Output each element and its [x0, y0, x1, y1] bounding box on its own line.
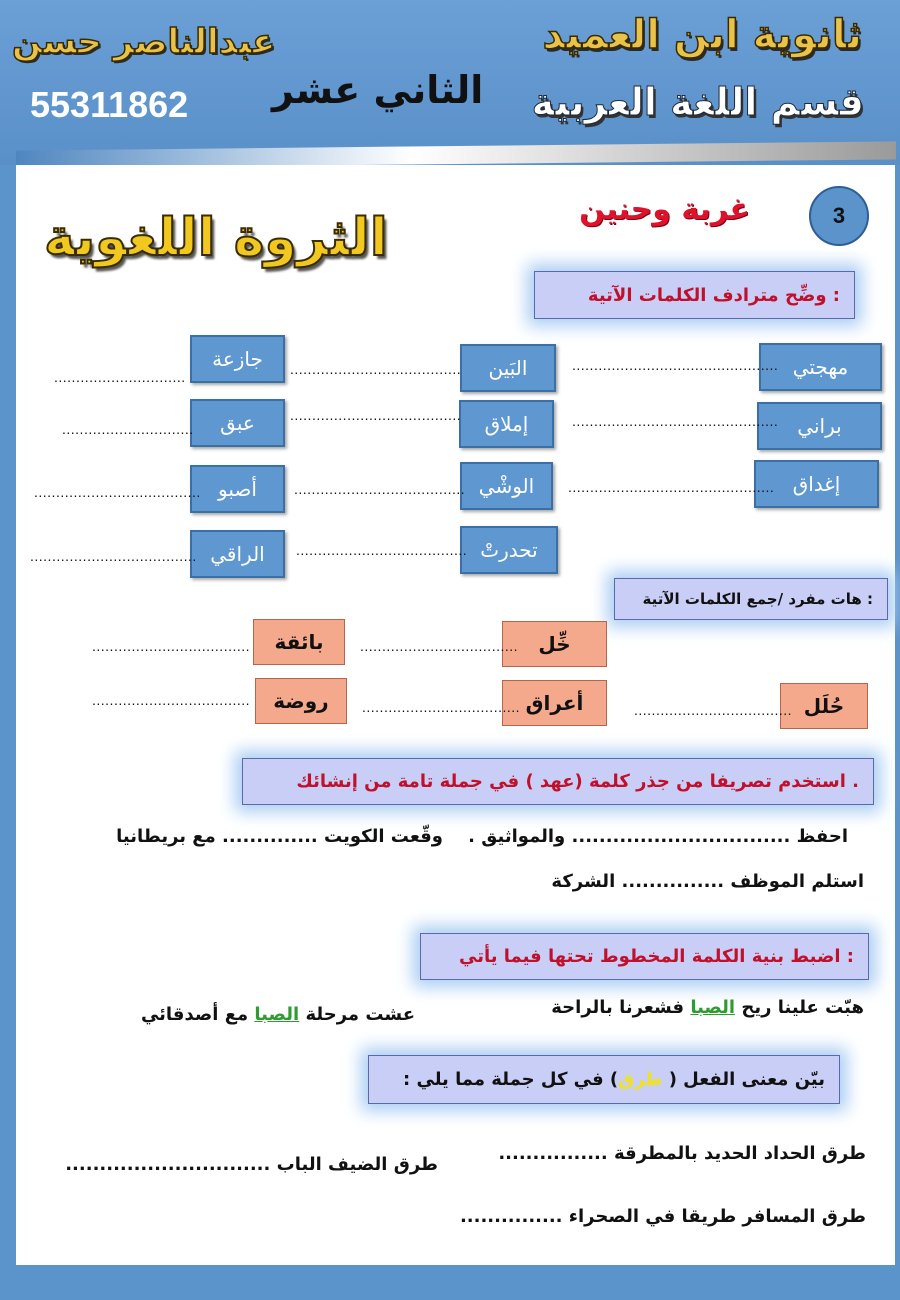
- section-singular-plural-title: هات مفرد /جمع الكلمات الآتية :: [614, 578, 888, 620]
- section-vowelization-title: اضبط بنية الكلمة المخطوط تحتها فيما يأتي :: [420, 933, 869, 980]
- answer-blank[interactable]: ....................................: [362, 699, 521, 715]
- answer-blank[interactable]: ................................: [571, 826, 791, 847]
- word-box: مهجتي: [759, 343, 882, 391]
- answer-blank[interactable]: .......................................: [294, 481, 466, 497]
- word-box: بائقة: [253, 619, 345, 665]
- underlined-word[interactable]: الصبا: [254, 1004, 300, 1025]
- topic-logo: الثروة اللغوية: [44, 208, 388, 268]
- sentence-line: عشت مرحلة الصبا مع أصدقائي: [140, 1004, 415, 1025]
- footer-band: [0, 1265, 900, 1300]
- answer-blank[interactable]: ....................................: [92, 638, 251, 654]
- section-derivation-title: استخدم تصريفا من جذر كلمة (عهد ) في جملة تامة من إنشائك .: [242, 758, 874, 805]
- grade-level: الثاني عشر: [272, 68, 484, 112]
- lesson-title: غربة وحنين: [579, 192, 750, 227]
- word-box: أصبو: [190, 465, 285, 513]
- word-box: خِّل: [502, 621, 607, 667]
- sentence-line: طرق المسافر طريقا في الصحراء ...............: [459, 1206, 866, 1227]
- answer-blank[interactable]: ....................................: [92, 692, 251, 708]
- answer-blank[interactable]: ...............................................: [568, 479, 775, 495]
- sentence-line: هبّت علينا ريح الصبا فشعرنا بالراحة: [551, 997, 864, 1018]
- word-box: روضة: [255, 678, 347, 724]
- word-box: تحدرتْ: [460, 526, 558, 574]
- answer-blank[interactable]: ...............: [459, 1206, 563, 1227]
- school-name: ثانوية ابن العميد: [542, 12, 862, 58]
- underlined-word[interactable]: الصبا: [690, 997, 736, 1018]
- answer-blank[interactable]: ..............................: [54, 369, 186, 385]
- answer-blank[interactable]: ................: [498, 1143, 608, 1164]
- teacher-name: عبدالناصر حسن: [12, 22, 276, 62]
- answer-blank[interactable]: ......................................: [34, 484, 201, 500]
- answer-blank[interactable]: ......................................: [30, 548, 197, 564]
- word-box: جازعة: [190, 335, 285, 383]
- department-name: قسم اللغة العربية: [531, 80, 864, 124]
- answer-blank[interactable]: ..............................: [62, 421, 194, 437]
- sentence-line: استلم الموظف ............... الشركة: [551, 871, 864, 892]
- answer-blank[interactable]: ..............: [222, 826, 318, 847]
- answer-blank[interactable]: .......................................: [290, 407, 462, 423]
- answer-blank[interactable]: ...............................................: [572, 357, 779, 373]
- sentence-line: احفظ ................................ والمواثيق .: [468, 826, 848, 847]
- word-box: الوشْي: [460, 462, 553, 510]
- word-box: عبق: [190, 399, 285, 447]
- sentence-line: طرق الحداد الحديد بالمطرقة ................: [498, 1143, 866, 1164]
- answer-blank[interactable]: ....................................: [634, 702, 793, 718]
- answer-blank[interactable]: ...............: [621, 871, 725, 892]
- sentence-line: طرق الضيف الباب ..............................: [65, 1154, 438, 1175]
- answer-blank[interactable]: .......................................: [290, 361, 462, 377]
- section-verb-meaning-title: بيّن معنى الفعل ( طرق) في كل جملة مما يلي :: [368, 1055, 840, 1104]
- word-box: أعراق: [502, 680, 607, 726]
- word-box: براني: [757, 402, 882, 450]
- answer-blank[interactable]: ...............................................: [572, 413, 779, 429]
- word-box: إملاق: [459, 400, 554, 448]
- word-box: إغداق: [754, 460, 879, 508]
- answer-blank[interactable]: ..............................: [65, 1154, 271, 1175]
- highlighted-verb: طرق: [618, 1069, 669, 1090]
- word-box: البَين: [460, 344, 556, 392]
- word-box: الراقي: [190, 530, 285, 578]
- section-synonyms-title: وضِّح مترادف الكلمات الآتية :: [534, 271, 855, 319]
- lesson-number-badge: 3: [809, 186, 869, 246]
- sentence-line: وقّعت الكويت .............. مع بريطانيا: [116, 826, 443, 847]
- answer-blank[interactable]: .......................................: [296, 542, 468, 558]
- word-box: حُلَل: [780, 683, 868, 729]
- phone-number: 55311862: [30, 84, 189, 125]
- answer-blank[interactable]: ....................................: [360, 638, 519, 654]
